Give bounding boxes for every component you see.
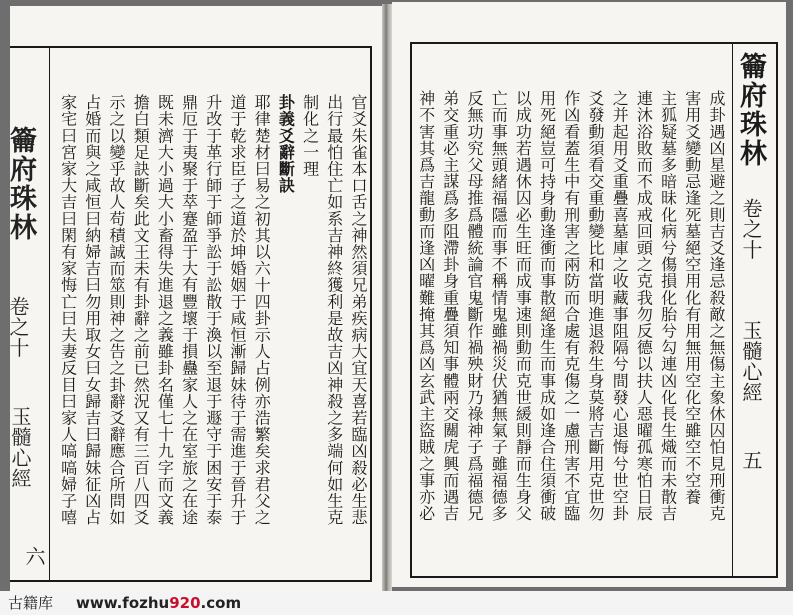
right-text-column: 連沐浴敗而不成戒回頭之克我勿反德以扶人惡曜孤寒怕日辰 [634,90,654,522]
right-text-column: 以成功若遇休囚必生旺而成事速則動而克世緩則靜而生身父 [513,90,533,522]
right-text-column: 亡而事無頭緒福隱而事不稱情鬼雖禍災伏猶無氣子雖福德多 [489,90,509,522]
left-banner-title-fragment: 籥府珠林 [5,126,36,242]
left-text-column: 耶律楚材曰易之初其以六十四卦示人占例亦浩繁矣求君父之 [252,94,272,526]
right-text-column: 反無功究父母推爲體統論官鬼斷作禍殃財乃祿神子爲福德兄 [465,90,484,522]
right-text-column: 用死絕豈可持身動逢衝而事散絕逢生而事成如逢合住須衝破 [537,90,557,522]
right-subtitle: 玉髓心經 [739,320,763,403]
site-logo-text: 古籍库 [8,594,54,612]
left-page [5,6,382,591]
left-subtitle-fragment: 玉髓心經 [8,406,32,489]
site-url[interactable] [76,592,241,614]
right-banner-divider [732,42,733,578]
left-text-column: 道于乾求臣子之道於坤婚姻于咸恒漸歸妹待于需進于晉升于 [228,94,247,526]
right-banner-title: 籥府珠林 [735,52,766,168]
right-text-column: 主狐疑墓多暗昧化病兮傷損化胎兮勾連凶化長生熾而未散吉 [658,90,678,522]
left-text-column: 占婚而與之咸恒曰納婦吉曰勿用取女曰女歸吉曰歸妹征凶占 [82,94,102,526]
right-text-column: 神不害其爲吉龍動而逢凶曜難掩其爲凶玄武主盜賊之事亦必 [416,90,436,522]
right-text-column: 作凶看蓋生中有刑害之兩防而合處有克傷之一慮刑害不宜臨 [561,90,581,522]
site-url-number: 920 [169,594,201,612]
left-text-column: 擔白類足訣斷矣此文王未有卦辭之前已然況又有三百八四爻 [131,94,151,526]
right-text-column: 之并起用爻重疊喜墓庫之收藏事阻隔兮間發心退悔兮世空卦 [610,90,630,522]
right-page-number: 五 [739,450,763,471]
left-volume-fragment: 卷之十 [6,296,30,358]
left-text-column: 制化之一理 [300,94,320,177]
right-text-column: 成卦遇凶星避之則吉爻逢忌殺敵之無傷主象休囚怕見刑衝克 [707,90,726,522]
right-text-column: 害用爻變動忌逢死墓絕空用化有用無用空化空雖空不空養 [682,90,702,505]
left-text-column: 既未濟大小過大小畜得失進退之義雖卦名僅七十九字而文義 [155,94,175,526]
left-text-column: 卦義爻辭斷訣 [276,94,296,194]
right-text-column: 爻發動須看交重動變比和當明進退殺生身莫將吉斷用克世勿 [586,90,605,522]
left-banner-divider [49,46,50,582]
left-text-column: 示之以變乎故人苟積誠而筮則神之告之卦辭爻辭應合所問如 [107,94,126,526]
left-text-column: 鼎厄于夷聚于萃蹇盈于大有豐壞于損蠱家人之在室旅之在途 [179,94,199,526]
left-text-column: 官爻朱雀本口舌之神然須兄弟疾病大宜天喜若臨凶殺必生悲 [349,94,368,526]
site-url-prefix: www.fozhu [76,594,170,612]
left-page-number-fragment: 六 [22,546,46,567]
left-text-column: 出行最怕住亡如系吉神終獲利是故吉凶神殺之多端何如生克 [324,94,344,526]
right-page [392,2,786,587]
left-text-column: 升改于革行師于師爭訟于訟散于渙以至退于遯守于困安于泰 [203,94,223,526]
left-text-column: 家宅曰宮家大吉曰閑有家悔亡曰夫妻反目曰家人嗃嗃婦子嘻 [58,94,78,526]
site-watermark-bar [0,591,793,615]
book-gutter [382,4,392,592]
right-volume-label: 卷之十 [739,198,763,260]
site-url-suffix: .com [200,594,242,612]
right-text-column: 弟交重必主謀爲多阻滯卦身重疊須知事體兩交關虎興而遇吉 [440,90,460,522]
